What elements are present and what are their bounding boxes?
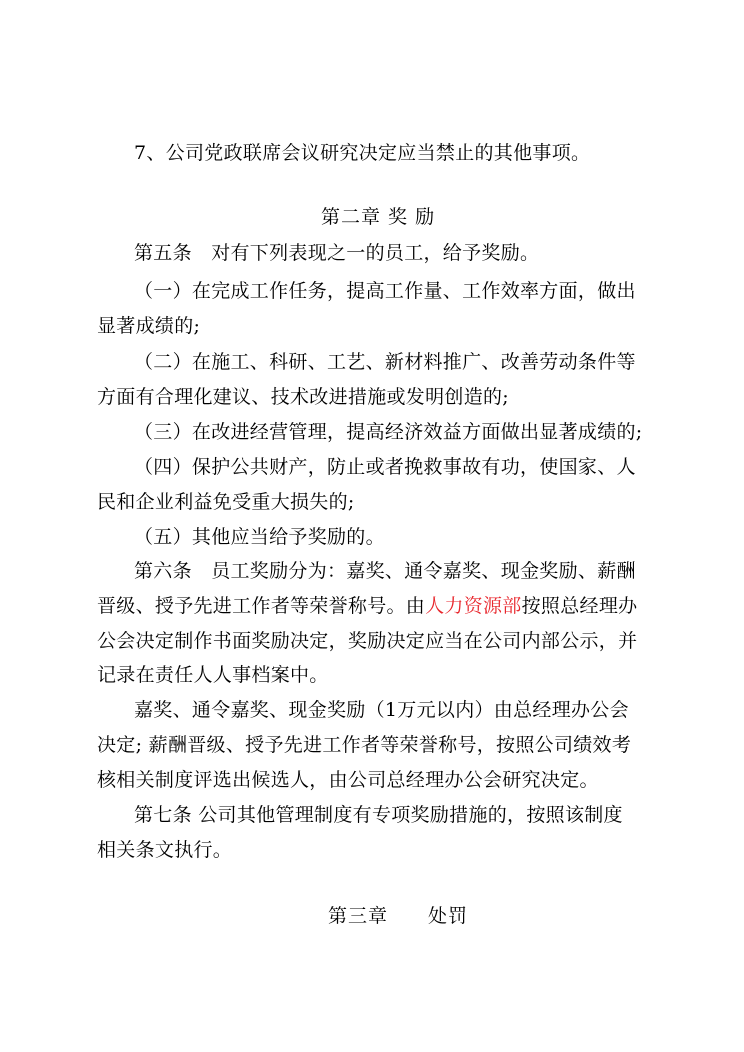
- article-7-line-1: 第七条 公司其他管理制度有专项奖励措施的，按照该制度: [134, 804, 623, 826]
- reward-paragraph-line-3: 核相关制度评选出候选人，由公司总经理办公会研究决定。: [97, 769, 599, 791]
- article-7-line-2: 相关条文执行。: [97, 839, 233, 861]
- hr-department-highlight: 人力资源部: [425, 595, 522, 617]
- article-5-item-2-line-2: 方面有合理化建议、技术改进措施或发明创造的;: [97, 386, 510, 408]
- article-6-line-4: 记录在责任人人事档案中。: [97, 664, 329, 686]
- chapter-2-title: 第二章 奖 励: [321, 206, 436, 228]
- reward-paragraph-line-2: 决定; 薪酬晋级、授予先进工作者等荣誉称号，按照公司绩效考: [97, 734, 632, 756]
- item-7: 7、公司党政联席会议研究决定应当禁止的其他事项。: [134, 142, 591, 164]
- article-6-line-1: 第六条 员工奖励分为：嘉奖、通令嘉奖、现金奖励、薪酬: [134, 560, 636, 582]
- chapter-3-title: 第三章 处罚: [328, 905, 469, 927]
- article-6-line-3: 公会决定制作书面奖励决定，奖励决定应当在公司内部公示，并: [97, 630, 638, 652]
- article-5-item-4-line-2: 民和企业利益免受重大损失的;: [97, 491, 355, 513]
- reward-paragraph-line-1: 嘉奖、通令嘉奖、现金奖励（1万元以内）由总经理办公会: [134, 699, 629, 721]
- article-5-item-2-line-1: （二）在施工、科研、工艺、新材料推广、改善劳动条件等: [134, 351, 636, 373]
- article-5-item-4-line-1: （四）保护公共财产，防止或者挽救事故有功，使国家、人: [134, 456, 636, 478]
- article-5-intro: 第五条 对有下列表现之一的员工，给予奖励。: [134, 242, 540, 264]
- article-5-item-3: （三）在改进经营管理，提高经济效益方面做出显著成绩的;: [134, 421, 643, 443]
- article-5-item-5: （五）其他应当给予奖励的。: [134, 526, 385, 548]
- article-6-line-2-text-start: 晋级、授予先进工作者等荣誉称号。由: [97, 595, 426, 617]
- article-5-item-1-line-1: （一）在完成工作任务，提高工作量、工作效率方面，做出: [134, 280, 636, 302]
- article-5-item-1-line-2: 显著成绩的;: [97, 315, 201, 337]
- article-6-line-2: [97, 593, 637, 619]
- article-6-line-2-text-end: 按照总经理办: [521, 595, 638, 617]
